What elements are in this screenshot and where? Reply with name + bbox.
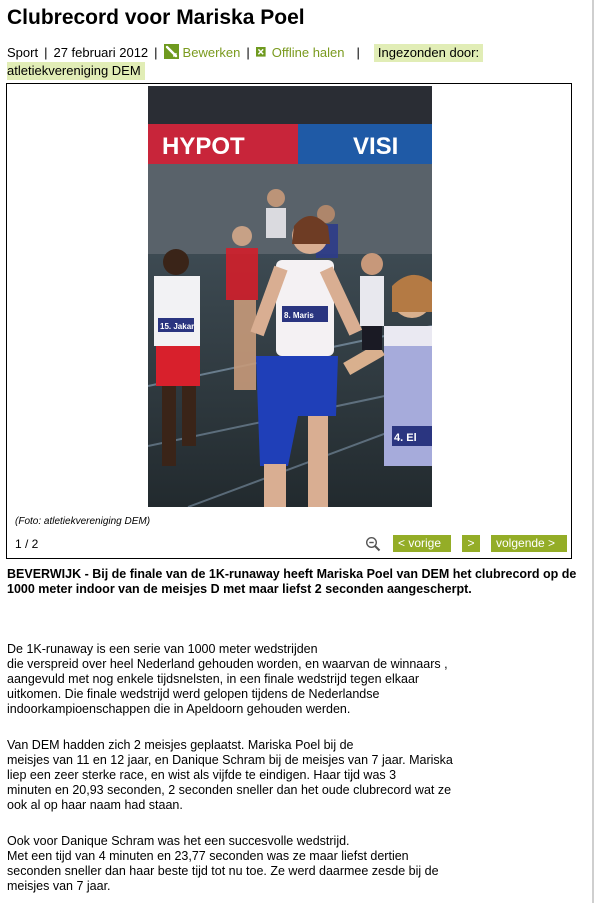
next-arrow-button[interactable]: > <box>462 535 480 552</box>
paragraph-line: die verspreid over heel Nederland gehouden worden, en waarvan de winnaars , <box>7 657 448 671</box>
bib-2: 8. Maris <box>284 311 314 320</box>
paragraph-line: meisjes van 7 jaar. <box>7 879 111 893</box>
category-link[interactable]: Sport <box>7 45 39 60</box>
bib-1: 15. Jakar <box>160 322 195 331</box>
paragraph-line: liep een zeer sterke race, en wist als vijfde te eindigen. Haar tijd was 3 <box>7 768 397 782</box>
banner-text: HYPOT <box>162 133 245 160</box>
submitter-name[interactable]: atletiekvereniging DEM <box>7 62 145 80</box>
article-lead: BEVERWIJK - Bij de finale van de 1K-runaway heeft Mariska Poel van DEM het clubrecord op de 1000 meter indoor van de meisjes D met maar liefst 2 seconden aangescherpt. <box>7 567 577 596</box>
paragraph-line: Van DEM hadden zich 2 meisjes geplaatst. Mariska Poel bij de <box>7 738 354 752</box>
paragraph-line: Ook voor Danique Schram was het een succesvolle wedstrijd. <box>7 834 350 848</box>
banner-text-2: VISI <box>353 133 399 160</box>
page-right-border <box>592 0 594 903</box>
zoom-icon[interactable] <box>365 536 381 552</box>
article-paragraph-2 <box>7 738 507 813</box>
offline-link[interactable]: Offline halen <box>271 45 345 60</box>
runners-photo <box>148 86 432 507</box>
prev-button[interactable]: < vorige <box>393 535 451 552</box>
paragraph-line: De 1K-runaway is een serie van 1000 meter wedstrijden <box>7 642 318 656</box>
paragraph-line: minuten en 20,93 seconden, 2 seconden sneller dan het oude clubrecord wat ze <box>7 783 452 797</box>
paragraph-line: seconden sneller dan haar beste tijd tot nu toe. Ze werd daarmee zesde bij de <box>7 864 439 878</box>
article-paragraph-3 <box>7 834 507 894</box>
pencil-icon[interactable] <box>164 44 179 59</box>
paragraph-line: ook al op haar naam had staan. <box>7 798 183 812</box>
article-paragraph-1 <box>7 642 507 717</box>
article-title: Clubrecord voor Mariska Poel <box>7 6 305 29</box>
edit-link[interactable]: Bewerken <box>182 45 241 60</box>
bib-3: 4. El <box>394 432 417 444</box>
offline-icon[interactable] <box>256 47 268 59</box>
paragraph-line: indoorkampioenschappen die in Apeldoorn gehouden werden. <box>7 702 351 716</box>
submitted-by-label: Ingezonden door: <box>374 44 483 62</box>
gallery-photo[interactable] <box>148 86 432 507</box>
paragraph-line: aangevuld met nog enkele tijdsnelsten, in een finale wedstrijd tegen elkaar <box>7 672 420 686</box>
article-meta: Sport | 27 februari 2012 | Bewerken | Offline halen | Ingezonden door: atletiekvereniging DEM <box>7 44 567 80</box>
next-button[interactable]: volgende > <box>491 535 567 552</box>
photo-counter: 1 / 2 <box>15 537 39 551</box>
photo-caption: (Foto: atletiekvereniging DEM) <box>15 516 151 527</box>
article-date: 27 februari 2012 <box>53 45 149 60</box>
paragraph-line: meisjes van 11 en 12 jaar, en Danique Schram bij de meisjes van 7 jaar. Mariska <box>7 753 453 767</box>
paragraph-line: uitkomen. Die finale wedstrijd werd gelopen tijdens de Nederlandse <box>7 687 380 701</box>
paragraph-line: Met een tijd van 4 minuten en 23,77 seconden was ze maar liefst dertien <box>7 849 409 863</box>
